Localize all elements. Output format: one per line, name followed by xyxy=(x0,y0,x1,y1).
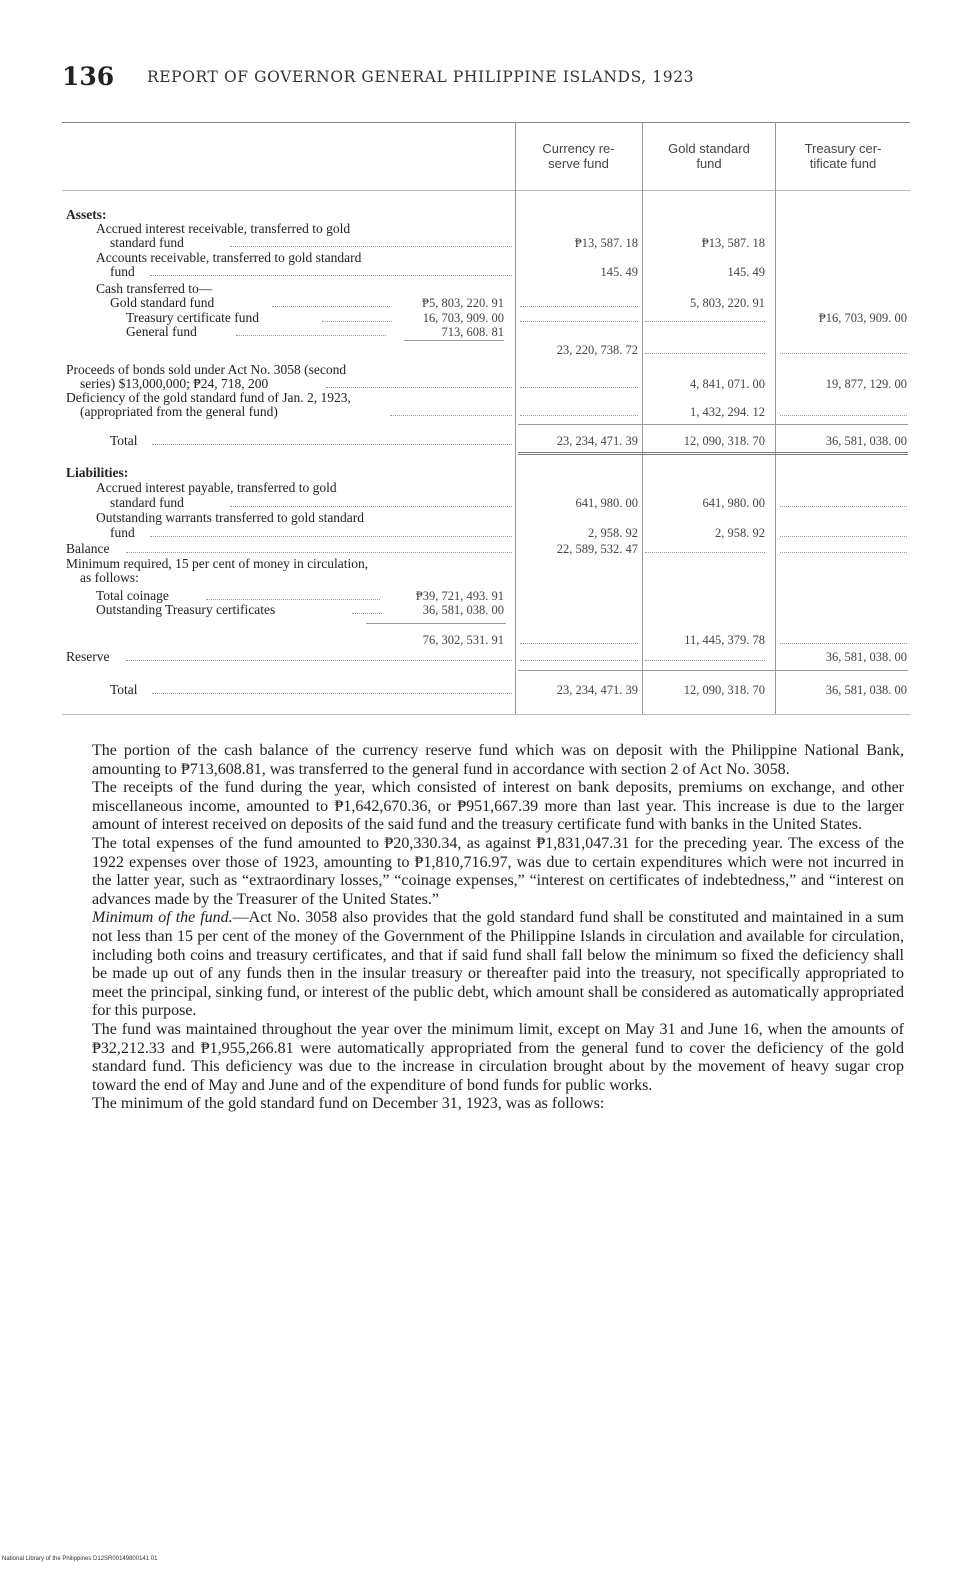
cell-value: 19, 877, 129. 00 xyxy=(825,377,907,391)
leader-dots xyxy=(126,552,512,553)
row-label: Accrued interest receivable, transferred to gold xyxy=(96,221,351,236)
scan-footer: National Library of the Philippines D12SR00149800141 01 xyxy=(2,1556,158,1562)
cell-value: 22, 589, 532. 47 xyxy=(556,542,638,556)
cell-value: 36, 581, 038. 00 xyxy=(825,683,907,697)
subtotal-rule xyxy=(366,623,506,624)
leader-dots xyxy=(780,415,907,416)
leader-dots xyxy=(645,660,765,661)
paragraph: The total expenses of the fund amounted to ₱20,330.34, as against ₱1,831,047.31 for the preceding year. The excess of the 1922 expenses over those of 1923, amounting to ₱1,810,716.97, was due to certain expenditures which were not incurred in the latter year, such as “extraordinary losses,” “coinage expenses,” “interest on certificates of indebtedness,” and “interest on advances made by the Treasurer of the United States.” xyxy=(92,834,904,908)
page-number: 136 xyxy=(62,62,115,91)
running-title: REPORT OF GOVERNOR GENERAL PHILIPPINE ISLANDS, 1923 xyxy=(147,68,695,86)
sub-value: 76, 302, 531. 91 xyxy=(422,633,504,647)
body-text xyxy=(92,742,904,1114)
row-label: Cash transferred to— xyxy=(96,281,213,296)
leader-dots xyxy=(645,552,765,553)
sub-value: 36, 581, 038. 00 xyxy=(422,603,504,617)
leader-dots xyxy=(520,306,638,307)
leader-dots xyxy=(520,660,638,661)
cell-value: 145. 49 xyxy=(600,265,638,279)
cell-value: 145. 49 xyxy=(727,265,765,279)
cell-value: 36, 581, 038. 00 xyxy=(825,434,907,448)
section-heading: Minimum of the fund. xyxy=(92,909,233,927)
leader-dots xyxy=(780,536,907,537)
table-bottom-rule xyxy=(62,714,910,715)
column-divider xyxy=(775,122,776,714)
column-header-currency-reserve xyxy=(517,141,640,171)
leader-dots xyxy=(780,552,907,553)
leader-dots xyxy=(230,506,512,507)
paragraph: The portion of the cash balance of the currency reserve fund which was on deposit with the Philippine National Bank, amounting to ₱713,608.81, was transferred to the general fund in accordance with section 2 of Act No. 3058. xyxy=(92,742,904,778)
leader-dots xyxy=(126,660,512,661)
cell-value: 2, 958. 92 xyxy=(588,526,638,540)
subtotal-rule xyxy=(404,340,504,341)
column-header-treasury-certificate xyxy=(777,141,909,171)
column-header-text: Treasury cer- tificate fund xyxy=(804,141,882,171)
row-label: Outstanding warrants transferred to gold standard xyxy=(96,510,365,525)
leader-dots xyxy=(780,506,907,507)
paragraph: The receipts of the fund during the year, which consisted of interest on bank deposits, premiums on exchange, and other miscellaneous income, amounted to ₱1,642,670.36, or ₱951,667.39 more than last year. This increase is due to the larger amount of interest received on deposits of the said fund and the treasury certificate fund with banks in the United States. xyxy=(92,779,904,834)
sub-value: 16, 703, 909. 00 xyxy=(422,311,504,325)
total-top-rule xyxy=(518,424,908,425)
row-label: Accrued interest payable, transferred to gold xyxy=(96,480,337,495)
leader-dots xyxy=(390,415,512,416)
row-label: Outstanding Treasury certificates xyxy=(96,602,276,617)
column-divider xyxy=(642,122,643,714)
row-label: Deficiency of the gold standard fund of Jan. 2, 1923, xyxy=(66,390,351,405)
row-label: (appropriated from the general fund) xyxy=(80,404,278,419)
page-header xyxy=(62,62,892,94)
sub-value: 713, 608. 81 xyxy=(441,325,504,339)
paragraph: The fund was maintained throughout the year over the minimum limit, except on May 31 and June 16, when the amounts of ₱32,212.33 and ₱1,955,266.81 were automatically appropriated from the general fund to cover the deficiency of the gold standard fund. This deficiency was due to the increase in circulation brought about by the movement of heavy sugar crop toward the end of May and June and of the expenditure of bond funds for public works. xyxy=(92,1020,904,1094)
cell-value: ₱16, 703, 909. 00 xyxy=(818,311,907,325)
header-bottom-rule xyxy=(62,190,910,191)
sub-value: ₱39, 721, 493. 91 xyxy=(415,589,504,603)
row-label: Minimum required, 15 per cent of money in circulation, xyxy=(66,556,369,571)
table-top-rule xyxy=(62,122,910,123)
cell-value: 5, 803, 220. 91 xyxy=(690,296,765,310)
cell-value: 12, 090, 318. 70 xyxy=(683,434,765,448)
sub-value: ₱5, 803, 220. 91 xyxy=(422,296,504,310)
column-header-text: Currency re- serve fund xyxy=(542,141,615,171)
row-label: General fund xyxy=(126,324,197,339)
leader-dots xyxy=(780,353,907,354)
row-label: fund xyxy=(110,525,135,540)
row-label: Reserve xyxy=(66,649,110,664)
leader-dots xyxy=(520,643,638,644)
row-label: Accounts receivable, transferred to gold standard xyxy=(96,250,362,265)
row-label: Treasury certificate fund xyxy=(126,310,259,325)
total-label: Total xyxy=(110,433,138,448)
column-header-text: Gold standard fund xyxy=(668,141,750,171)
cell-value: 23, 220, 738. 72 xyxy=(556,343,638,357)
row-label: standard fund xyxy=(110,495,184,510)
column-divider xyxy=(515,122,516,714)
cell-value: 641, 980. 00 xyxy=(702,496,765,510)
leader-dots xyxy=(645,321,765,322)
leader-dots xyxy=(326,387,512,388)
column-header-gold-standard xyxy=(644,141,774,171)
cell-value: 36, 581, 038. 00 xyxy=(825,650,907,664)
paragraph xyxy=(92,909,904,1021)
liabilities-heading: Liabilities: xyxy=(66,465,129,480)
paragraph-text: —Act No. 3058 also provides that the gold standard fund shall be constituted and maintained in a sum not less than 15 per cent of the money of the Government of the Philippine Islands in circulation and available for circulation, including both coins and treasury certificates, and that if said fund shall fall below the minimum so fixed the deficiency shall be made up out of any funds then in the insular treasury or thereafter paid into the treasury, not specifically appropriated to meet the principal, sinking fund, or interest of the public debt, which amount shall be considered as automatically appropriated for this purpose. xyxy=(92,909,905,1020)
total-label: Total xyxy=(110,682,138,697)
leader-dots xyxy=(230,246,512,247)
leader-dots xyxy=(645,353,765,354)
total-top-rule xyxy=(518,670,908,671)
leader-dots xyxy=(152,444,512,445)
cell-value: 12, 090, 318. 70 xyxy=(683,683,765,697)
cell-value: 23, 234, 471. 39 xyxy=(556,434,638,448)
paragraph: The minimum of the gold standard fund on December 31, 1923, was as follows: xyxy=(92,1095,605,1113)
row-label: Total coinage xyxy=(96,588,169,603)
leader-dots xyxy=(150,536,512,537)
row-label: standard fund xyxy=(110,235,184,250)
leader-dots xyxy=(520,387,638,388)
cell-value: 11, 445, 379. 78 xyxy=(684,633,765,647)
leader-dots xyxy=(520,321,638,322)
row-label: Gold standard fund xyxy=(110,295,215,310)
row-label: Proceeds of bonds sold under Act No. 3058 (second xyxy=(66,362,347,377)
row-label: Balance xyxy=(66,541,110,556)
row-label: series) $13,000,000; ₱24, 718, 200 xyxy=(80,376,269,391)
leader-dots xyxy=(152,693,512,694)
cell-value: 4, 841, 071. 00 xyxy=(690,377,765,391)
cell-value: 2, 958. 92 xyxy=(715,526,765,540)
row-label: fund xyxy=(110,264,135,279)
leader-dots xyxy=(520,415,638,416)
row-label: as follows: xyxy=(80,570,139,585)
cell-value: ₱13, 587. 18 xyxy=(701,236,765,250)
leader-dots xyxy=(780,643,907,644)
cell-value: 23, 234, 471. 39 xyxy=(556,683,638,697)
leader-dots xyxy=(150,275,512,276)
assets-heading: Assets: xyxy=(66,207,107,222)
cell-value: 641, 980. 00 xyxy=(575,496,638,510)
total-double-rule xyxy=(518,452,908,455)
cell-value: ₱13, 587. 18 xyxy=(574,236,638,250)
cell-value: 1, 432, 294. 12 xyxy=(690,405,765,419)
